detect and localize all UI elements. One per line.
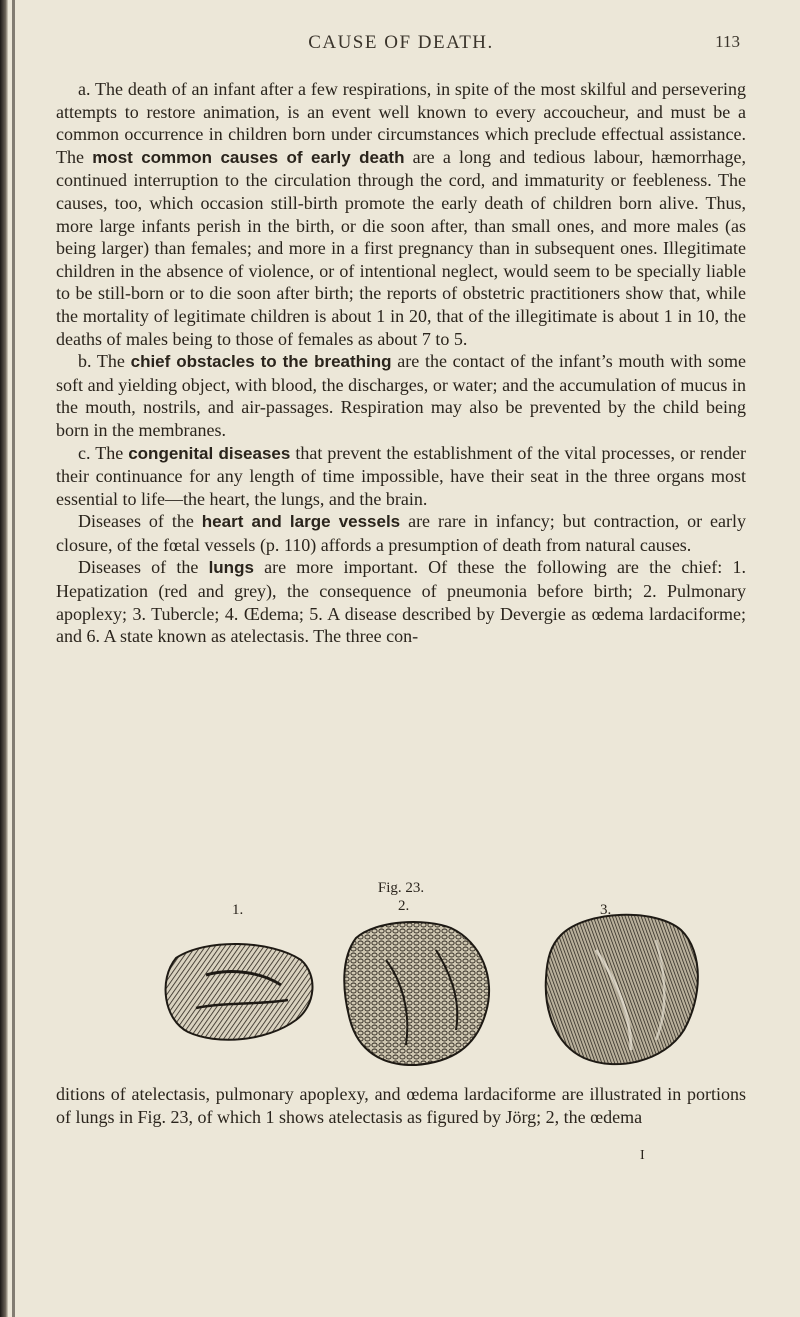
paragraph-text: c. The xyxy=(78,442,129,463)
side-heading: lungs xyxy=(208,558,254,578)
paragraph-text: b. The xyxy=(78,351,131,372)
figure-23 xyxy=(56,880,746,1075)
page-number: 113 xyxy=(715,32,740,51)
paragraph xyxy=(56,78,746,350)
book-page xyxy=(56,0,746,1317)
figure-label-3: 3. xyxy=(600,902,612,918)
paragraph-text: a. The death of an infant after a few respirations, in spite of the most skilful and persevering attempts to restore animation, is an event well known to every accoucheur, and must be a common occurrence in children born under circumstances which preclude effectual assistance. The xyxy=(56,79,746,167)
paragraph-text: are rare in infancy; but contraction, or early closure, of the fœtal vessels (p. 110) affords a presumption of death from natural causes. xyxy=(56,511,746,555)
paragraph-text: are more important. Of these the following are the chief: 1. Hepatization (red and grey), the consequence of pneumonia before birth; 2. Pulmonary apoplexy; 3. Tubercle; 4. Œdema; 5. A disease described by Devergie as œdema lardaciforme; and 6. A state known as atelectasis. The three con- xyxy=(56,557,746,647)
paragraph xyxy=(56,510,746,556)
lung-specimen-2 xyxy=(344,922,489,1065)
paragraph xyxy=(56,556,746,647)
book-spine-shadow xyxy=(0,0,8,1317)
side-heading: chief obstacles to the breathing xyxy=(130,352,392,372)
paragraph-text: Diseases of the xyxy=(78,557,209,578)
paragraph-text: that prevent the establishment of the vital processes, or render their continuance for any length of time impossible, have their seat in the three organs most essential to life—the heart, the lungs, and the brain. xyxy=(56,442,746,509)
book-binding-line xyxy=(12,0,15,1317)
figure-label-1: 1. xyxy=(232,902,244,918)
signature-mark: I xyxy=(640,1148,645,1163)
figure-caption: Fig. 23. xyxy=(377,880,425,896)
paragraph-text: are the contact of the infant’s mouth with some soft and yielding object, with blood, the discharges, or water; and the accumulation of mucus in the mouth, nostrils, and air-passages. Respiration may also be prevented by the child being born in the membranes. xyxy=(56,351,746,440)
body-text xyxy=(56,78,746,648)
lung-specimen-3 xyxy=(546,915,698,1064)
paragraph-text: Diseases of the xyxy=(78,511,202,532)
side-heading: heart and large vessels xyxy=(201,512,401,532)
paragraph xyxy=(56,442,746,511)
continuation-text xyxy=(56,1083,746,1128)
figure-label-2: 2. xyxy=(398,898,410,914)
running-head xyxy=(56,32,746,62)
continuation-paragraph: ditions of atelectasis, pulmonary apoplexy, and œdema lardaciforme are illustrated in portions of lungs in Fig. 23, of which 1 shows atelectasis as figured by Jörg; 2, the œdema xyxy=(56,1084,746,1127)
paragraph-text: are a long and tedious labour, hæmorrhage, continued interruption to the circulation through the cord, and immaturity or feebleness. The causes, too, which occasion still-birth promote the early death of children born alive. Thus, more large infants perish in the birth, or die soon after, than small ones, and more males (as being larger) than females; and more in a first pregnancy than in subsequent ones. Illegitimate children in the absence of violence, or of intentional neglect, would seem to be specially liable to be still-born or to die soon after birth; the reports of obstetric practitioners show that, while the mortality of legitimate children is about 1 in 20, that of the illegitimate is about 1 in 10, the deaths of males being to those of females as about 7 to 5. xyxy=(56,146,747,349)
side-heading: congenital diseases xyxy=(128,443,291,463)
running-head-title: CAUSE OF DEATH. xyxy=(308,32,494,53)
side-heading: most common causes of early death xyxy=(92,147,405,167)
paragraph xyxy=(56,350,746,441)
lung-specimen-1 xyxy=(166,944,313,1040)
